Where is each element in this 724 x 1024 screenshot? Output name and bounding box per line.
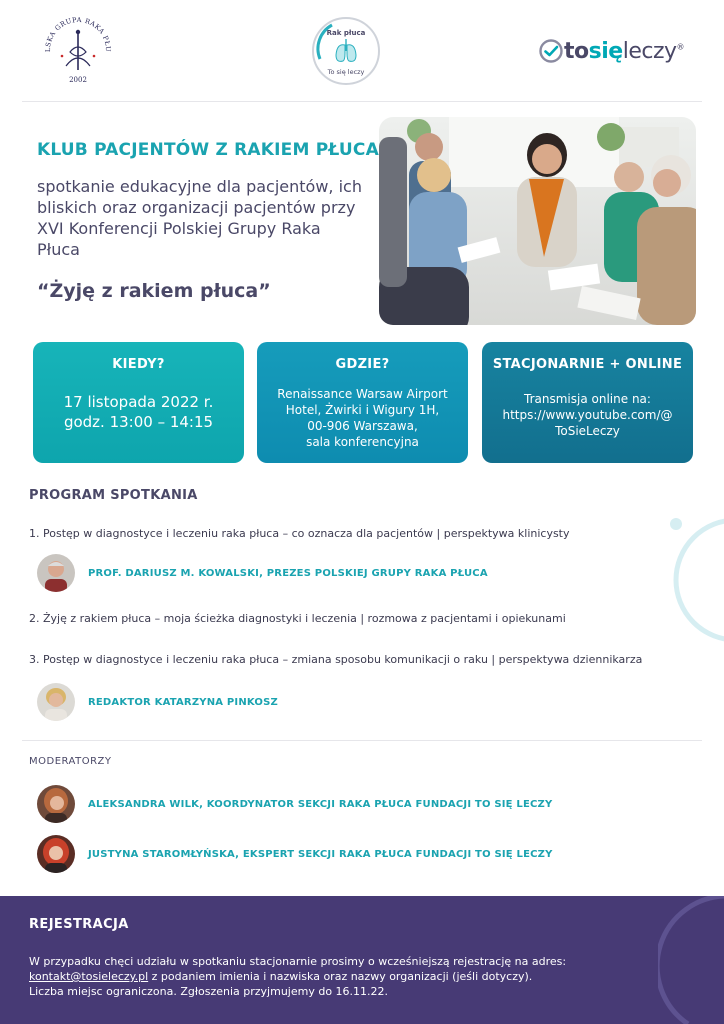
registration-footer (0, 896, 724, 1024)
check-circle-icon (538, 38, 564, 64)
footer-decorative-arc (658, 896, 724, 1024)
venue-line-4: sala konferencyjna (306, 435, 419, 449)
program-item-1: 1. Postęp w diagnostyce i leczeniu raka płuca – co oznacza dla pacjentów | perspektywa klinicysty (29, 527, 570, 540)
decorative-arc (640, 510, 724, 650)
when-box (33, 342, 244, 463)
avatar (37, 835, 75, 873)
event-date: 17 listopada 2022 r. (63, 393, 214, 411)
avatar (37, 683, 75, 721)
speaker-name: PROF. DARIUSZ M. KOWALSKI, PREZES POLSKIEJ GRUPY RAKA PŁUCA (88, 567, 488, 579)
youtube-link[interactable]: https://www.youtube.com/@ (502, 408, 673, 422)
event-time: godz. 13:00 – 14:15 (63, 413, 214, 431)
rak-pluca-logo-subtext: To się leczy (327, 68, 365, 76)
where-box (257, 342, 468, 463)
polska-grupa-raka-pluca-logo (40, 12, 116, 88)
venue-line-2: Hotel, Żwirki i Wigury 1H, (285, 403, 440, 417)
pgrp-logo-year: 2002 (69, 76, 87, 84)
speaker-row-1 (37, 553, 488, 593)
support-group-photo (379, 117, 696, 325)
speaker-name: REDAKTOR KATARZYNA PINKOSZ (88, 696, 278, 708)
moderators-title: MODERATORZY (29, 756, 112, 767)
registration-title: REJESTRACJA (29, 917, 129, 932)
contact-email-link[interactable]: kontakt@tosieleczy.pl (29, 970, 149, 983)
avatar (37, 554, 75, 592)
registration-line-3: Liczba miejsc ograniczona. Zgłoszenia przyjmujemy do 16.11.22. (29, 985, 389, 998)
registration-line-2: z podaniem imienia i nazwiska oraz nazwy organizacji (jeśli dotyczy). (148, 970, 533, 983)
registration-line-1: W przypadku chęci udziału w spotkaniu stacjonarnie prosimy o wcześniejszą rejestrację na adres: (29, 955, 567, 968)
program-item-2: 2. Żyję z rakiem płuca – moja ścieżka diagnostyki i leczenia | rozmowa z pacjentami i opiekunami (29, 612, 566, 625)
registration-text (29, 954, 669, 999)
moderator-name: ALEKSANDRA WILK, KOORDYNATOR SEKCJI RAKA PŁUCA FUNDACJI TO SIĘ LECZY (88, 798, 553, 810)
online-box (482, 342, 693, 463)
when-box-title: KIEDY? (112, 357, 165, 372)
moderator-row-2 (37, 834, 553, 874)
online-line-1: Transmisja online na: (524, 392, 651, 406)
club-title: KLUB PACJENTÓW Z RAKIEM PŁUCA (37, 140, 379, 160)
event-quote: “Żyję z rakiem płuca” (37, 280, 271, 302)
youtube-link-cont[interactable]: ToSieLeczy (555, 424, 620, 438)
program-item-3: 3. Postęp w diagnostyce i leczeniu raka płuca – zmiana sposobu komunikacji o raku | perspektywa dziennikarza (29, 653, 643, 666)
header-divider (22, 101, 702, 102)
moderator-name: JUSTYNA STAROMŁYŃSKA, EKSPERT SEKCJI RAKA PŁUCA FUNDACJI TO SIĘ LECZY (88, 848, 553, 860)
program-title: PROGRAM SPOTKANIA (29, 488, 198, 503)
event-description: spotkanie edukacyjne dla pacjentów, ich bliskich oraz organizacji pacjentów przy XVI Konferencji Polskiej Grupy Raka Płuca (37, 177, 362, 259)
tosieleczy-logo-text: tosięleczy® (564, 38, 685, 64)
rak-pluca-logo (310, 15, 382, 87)
avatar (37, 785, 75, 823)
speaker-row-2 (37, 682, 278, 722)
venue-line-1: Renaissance Warsaw Airport (277, 387, 448, 401)
moderator-row-1 (37, 784, 552, 824)
where-box-title: GDZIE? (335, 357, 390, 372)
section-divider (22, 740, 702, 741)
online-box-title: STACJONARNIE + ONLINE (492, 357, 683, 372)
tosieleczy-logo (538, 36, 684, 66)
rak-pluca-logo-text: Rak płuca (326, 29, 366, 37)
pgrp-logo-text: LSKA GRUPA RAKA PŁU (43, 15, 113, 53)
venue-line-3: 00-906 Warszawa, (307, 419, 418, 433)
